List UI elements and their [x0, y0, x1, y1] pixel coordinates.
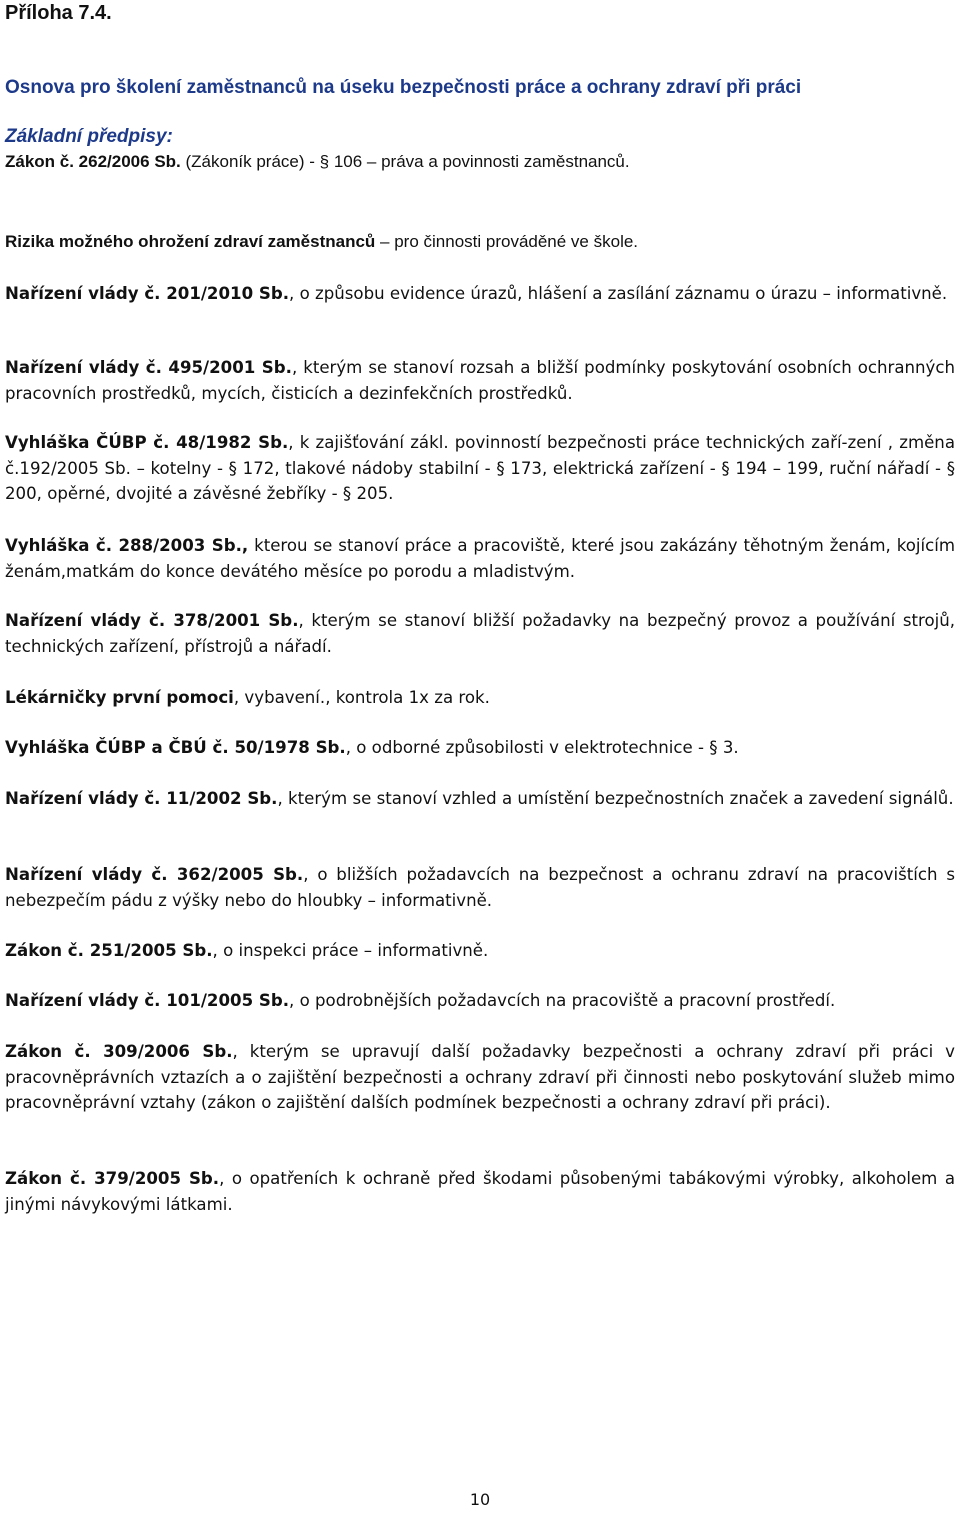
regulation-description: , o bližších požadavcích na bezpečnost a ochranu zdraví na pracovištích s nebezpečím pádu z výšky nebo do hloubky – informativně. [5, 865, 955, 910]
regulation-name: Nařízení vlády č. 495/2001 Sb. [5, 358, 292, 377]
regulation-item [5, 533, 955, 584]
regulation-name: Zákon č. 309/2006 Sb. [5, 1042, 233, 1061]
regulation-description: , o podrobnějších požadavcích na pracoviště a pracovní prostředí. [289, 991, 836, 1010]
regulation-name: Zákon č. 251/2005 Sb. [5, 941, 213, 960]
page-number: 10 [469, 1490, 491, 1509]
document-title: Osnova pro školení zaměstnanců na úseku bezpečnosti práce a ochrany zdraví při práci [5, 77, 802, 98]
regulation-item [5, 608, 955, 659]
regulation-name: Rizika možného ohrožení zdraví zaměstnanců [5, 232, 376, 251]
appendix-label: Příloha 7.4. [5, 2, 112, 24]
regulation-item [5, 1039, 955, 1116]
regulation-name: Vyhláška č. 288/2003 Sb., [5, 536, 249, 555]
regulation-item [5, 988, 955, 1014]
regulation-item [5, 430, 955, 507]
regulation-name: Zákon č. 262/2006 Sb. [5, 152, 181, 171]
section-subheading: Základní předpisy: [5, 126, 173, 147]
regulation-name: Lékárničky první pomoci [5, 688, 234, 707]
regulation-name: Nařízení vlády č. 11/2002 Sb. [5, 789, 278, 808]
regulation-description: , kterým se upravují další požadavky bezpečnosti a ochrany zdraví při práci v pracovněprávních vztazích a o zajištění bezpečnosti a ochrany zdraví při činnosti nebo poskytování služeb mimo pracovněprávní vztahy (zákon o zajištění dalších podmínek bezpečnosti a ochrany zdraví při práci). [5, 1042, 955, 1112]
regulation-description: , vybavení., kontrola 1x za rok. [233, 688, 490, 707]
regulation-description: , k zajišťování zákl. povinností bezpečnosti práce technických zaří-zení , změna č.192/2005 Sb. – kotelny - § 172, tlakové nádoby stabilní - § 173, elektrická zařízení - § 194 – 199, ruční nářadí - § 200, opěrné, dvojité a závěsné žebříky - § 205. [5, 433, 955, 503]
regulation-description: (Zákoník práce) - § 106 – práva a povinnosti zaměstnanců. [180, 152, 630, 171]
regulation-name: Vyhláška ČÚBP č. 48/1982 Sb. [5, 433, 289, 452]
regulation-name: Zákon č. 379/2005 Sb. [5, 1169, 220, 1188]
regulation-item [5, 149, 955, 175]
regulation-name: Nařízení vlády č. 362/2005 Sb. [5, 865, 304, 884]
regulation-item [5, 1166, 955, 1217]
regulation-item [5, 355, 955, 406]
regulation-description: , kterým se stanoví rozsah a bližší podmínky poskytování osobních ochranných pracovních prostředků, mycích, čisticích a dezinfekčních prostředků. [5, 358, 955, 403]
regulation-name: Nařízení vlády č. 101/2005 Sb. [5, 991, 290, 1010]
regulation-description: , kterým se stanoví vzhled a umístění bezpečnostních značek a zavedení signálů. [277, 789, 954, 808]
regulation-description: – pro činnosti prováděné ve škole. [375, 232, 639, 251]
regulation-item [5, 229, 955, 255]
regulation-item [5, 735, 955, 761]
regulation-description: , o opatřeních k ochraně před škodami působenými tabákovými výrobky, alkoholem a jinými návykovými látkami. [5, 1169, 955, 1214]
regulation-item [5, 685, 955, 711]
regulation-description: kterou se stanoví práce a pracoviště, které jsou zakázány těhotným ženám, kojícím ženám,matkám do konce devátého měsíce po porodu a mladistvým. [5, 536, 955, 581]
regulation-item [5, 281, 955, 307]
regulation-description: , o způsobu evidence úrazů, hlášení a zasílání záznamu o úrazu – informativně. [289, 284, 948, 303]
regulation-description: , kterým se stanoví bližší požadavky na bezpečný provoz a používání strojů, technických zařízení, přístrojů a nářadí. [5, 611, 956, 656]
regulation-description: , o inspekci práce – informativně. [212, 941, 489, 960]
regulation-item [5, 938, 955, 964]
document-page [5, 0, 955, 1513]
regulation-item [5, 786, 955, 812]
regulation-name: Nařízení vlády č. 378/2001 Sb. [5, 611, 299, 630]
regulation-description: , o odborné způsobilosti v elektrotechnice - § 3. [345, 738, 739, 757]
regulation-name: Vyhláška ČÚBP a ČBÚ č. 50/1978 Sb. [5, 738, 346, 757]
regulation-item [5, 862, 955, 913]
regulation-name: Nařízení vlády č. 201/2010 Sb. [5, 284, 290, 303]
